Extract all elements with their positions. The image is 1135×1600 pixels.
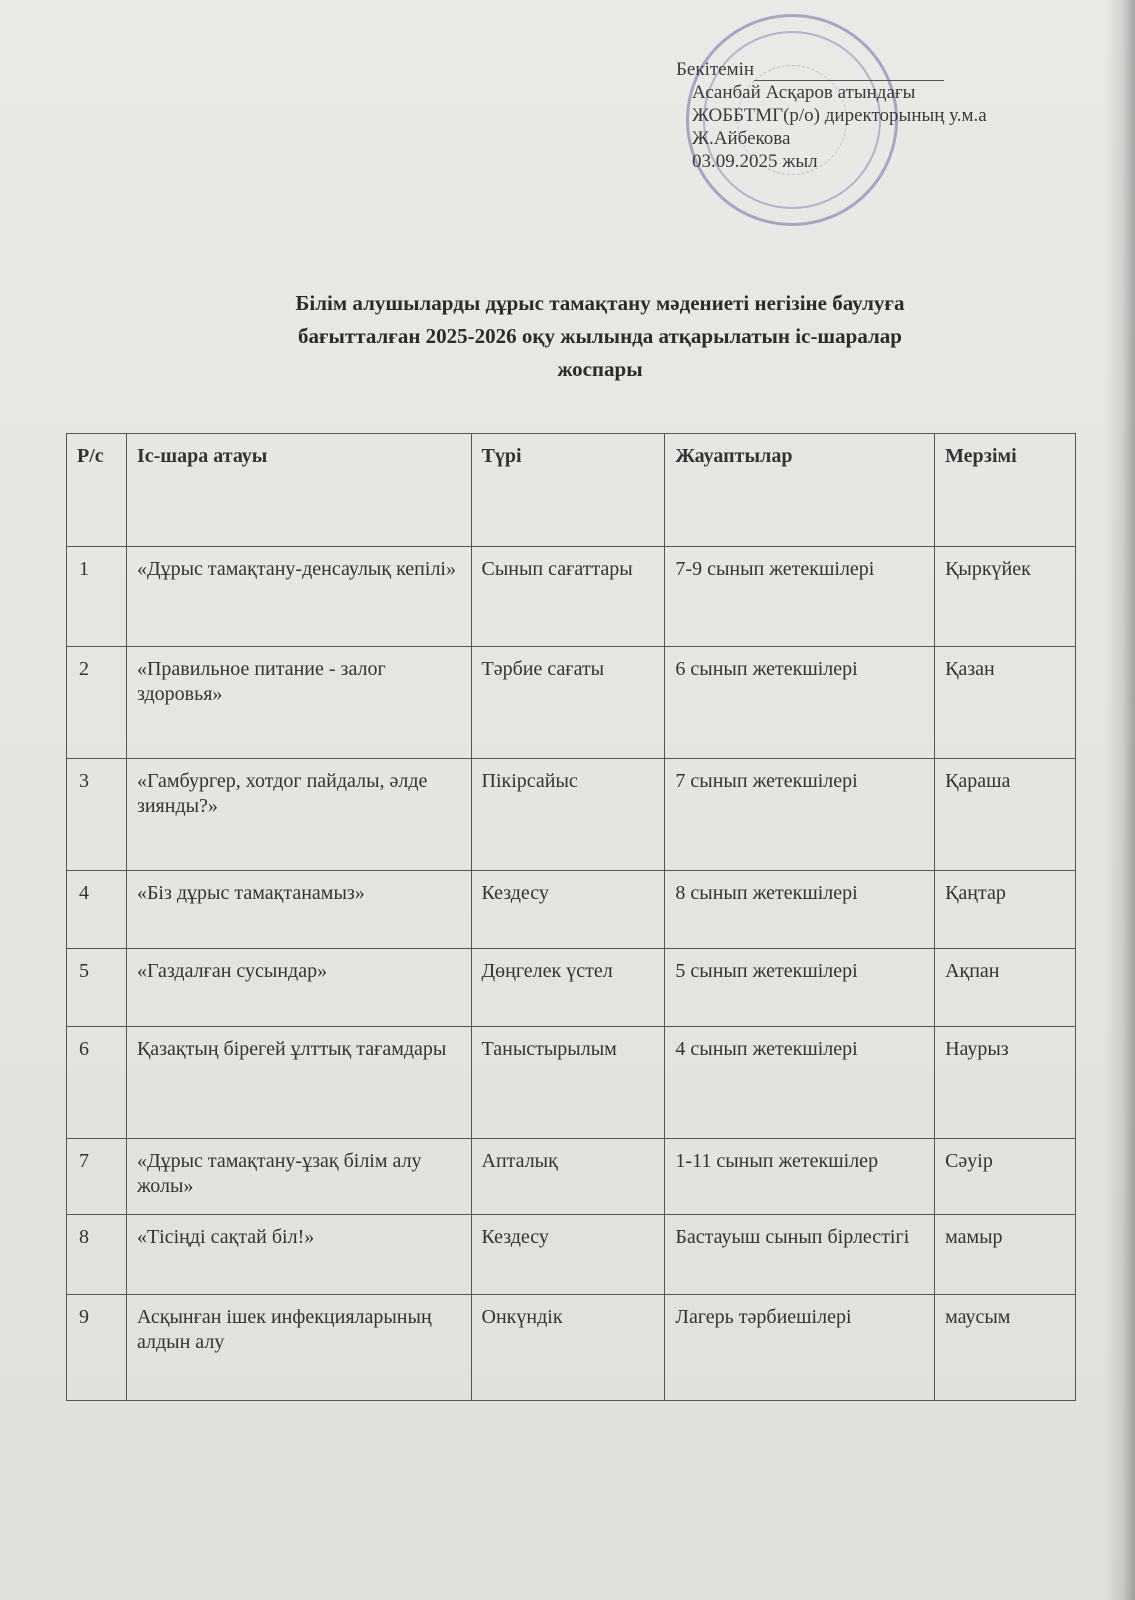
row-type: Тәрбие сағаты bbox=[471, 647, 665, 759]
table-header-row bbox=[67, 434, 1076, 547]
row-term: Ақпан bbox=[935, 949, 1076, 1027]
table-row bbox=[67, 1215, 1076, 1295]
row-term: Наурыз bbox=[935, 1027, 1076, 1139]
row-responsible: 6 сынып жетекшілері bbox=[665, 647, 935, 759]
row-event-name: «Тісіңді сақтай біл!» bbox=[126, 1215, 471, 1295]
header-event-name: Іс-шара атауы bbox=[126, 434, 471, 547]
row-event-name: «Гамбургер, хотдог пайдалы, әлде зиянды?» bbox=[126, 759, 471, 871]
table-row bbox=[67, 871, 1076, 949]
row-event-name: «Дұрыс тамақтану-денсаулық кепілі» bbox=[126, 547, 471, 647]
row-term: Сәуір bbox=[935, 1139, 1076, 1215]
row-number: 2 bbox=[67, 647, 127, 759]
header-number: Р/с bbox=[67, 434, 127, 547]
header-term: Мерзімі bbox=[935, 434, 1076, 547]
events-plan-table bbox=[66, 433, 1076, 1401]
row-term: Қыркүйек bbox=[935, 547, 1076, 647]
table-row bbox=[67, 759, 1076, 871]
approval-block bbox=[676, 58, 987, 173]
title-line: Білім алушыларды дұрыс тамақтану мәдениеті негізіне баулуға bbox=[295, 291, 905, 315]
approval-date: 03.09.2025 жыл bbox=[692, 151, 818, 172]
row-responsible: Бастауыш сынып бірлестігі bbox=[665, 1215, 935, 1295]
row-responsible: 7 сынып жетекшілері bbox=[665, 759, 935, 871]
row-type: Таныстырылым bbox=[471, 1027, 665, 1139]
document-title bbox=[150, 287, 1050, 386]
row-type: Апталық bbox=[471, 1139, 665, 1215]
row-number: 5 bbox=[67, 949, 127, 1027]
row-responsible: 7-9 сынып жетекшілері bbox=[665, 547, 935, 647]
row-term: мамыр bbox=[935, 1215, 1076, 1295]
row-responsible: 4 сынып жетекшілері bbox=[665, 1027, 935, 1139]
title-line: бағытталған 2025-2026 оқу жылында атқарылатын іс-шаралар bbox=[298, 324, 902, 348]
signature-line bbox=[754, 64, 944, 81]
approval-heading-row bbox=[676, 58, 987, 81]
row-number: 8 bbox=[67, 1215, 127, 1295]
row-type: Кездесу bbox=[471, 1215, 665, 1295]
row-number: 4 bbox=[67, 871, 127, 949]
row-type: Онкүндік bbox=[471, 1295, 665, 1401]
row-event-name: Қазақтың бірегей ұлттық тағамдары bbox=[126, 1027, 471, 1139]
row-responsible: 1-11 сынып жетекшілер bbox=[665, 1139, 935, 1215]
header-type: Түрі bbox=[471, 434, 665, 547]
row-responsible: 8 сынып жетекшілері bbox=[665, 871, 935, 949]
table-row bbox=[67, 547, 1076, 647]
row-term: маусым bbox=[935, 1295, 1076, 1401]
row-number: 9 bbox=[67, 1295, 127, 1401]
header-responsible: Жауаптылар bbox=[665, 434, 935, 547]
row-term: Қаңтар bbox=[935, 871, 1076, 949]
row-event-name: «Дұрыс тамақтану-ұзақ білім алу жолы» bbox=[126, 1139, 471, 1215]
table-row bbox=[67, 647, 1076, 759]
paper-edge-shadow bbox=[1105, 0, 1135, 1600]
row-event-name: «Біз дұрыс тамақтанамыз» bbox=[126, 871, 471, 949]
approval-position: ЖОББТМГ(р/о) директорының у.м.а bbox=[692, 105, 987, 126]
row-number: 7 bbox=[67, 1139, 127, 1215]
row-number: 1 bbox=[67, 547, 127, 647]
row-event-name: Асқынған ішек инфекцияларының алдын алу bbox=[126, 1295, 471, 1401]
row-number: 6 bbox=[67, 1027, 127, 1139]
row-term: Қараша bbox=[935, 759, 1076, 871]
row-type: Сынып сағаттары bbox=[471, 547, 665, 647]
table-row bbox=[67, 1295, 1076, 1401]
row-type: Дөңгелек үстел bbox=[471, 949, 665, 1027]
approval-school: Асанбай Асқаров атындағы bbox=[692, 82, 916, 103]
approval-person: Ж.Айбекова bbox=[692, 128, 791, 149]
approval-heading: Бекітемін bbox=[676, 59, 755, 80]
row-responsible: 5 сынып жетекшілері bbox=[665, 949, 935, 1027]
row-type: Пікірсайыс bbox=[471, 759, 665, 871]
row-responsible: Лагерь тәрбиешілері bbox=[665, 1295, 935, 1401]
table-row bbox=[67, 1139, 1076, 1215]
row-number: 3 bbox=[67, 759, 127, 871]
row-type: Кездесу bbox=[471, 871, 665, 949]
row-event-name: «Правильное питание - залог здоровья» bbox=[126, 647, 471, 759]
table-row bbox=[67, 1027, 1076, 1139]
row-term: Қазан bbox=[935, 647, 1076, 759]
title-line: жоспары bbox=[557, 357, 643, 381]
table-row bbox=[67, 949, 1076, 1027]
row-event-name: «Газдалған сусындар» bbox=[126, 949, 471, 1027]
